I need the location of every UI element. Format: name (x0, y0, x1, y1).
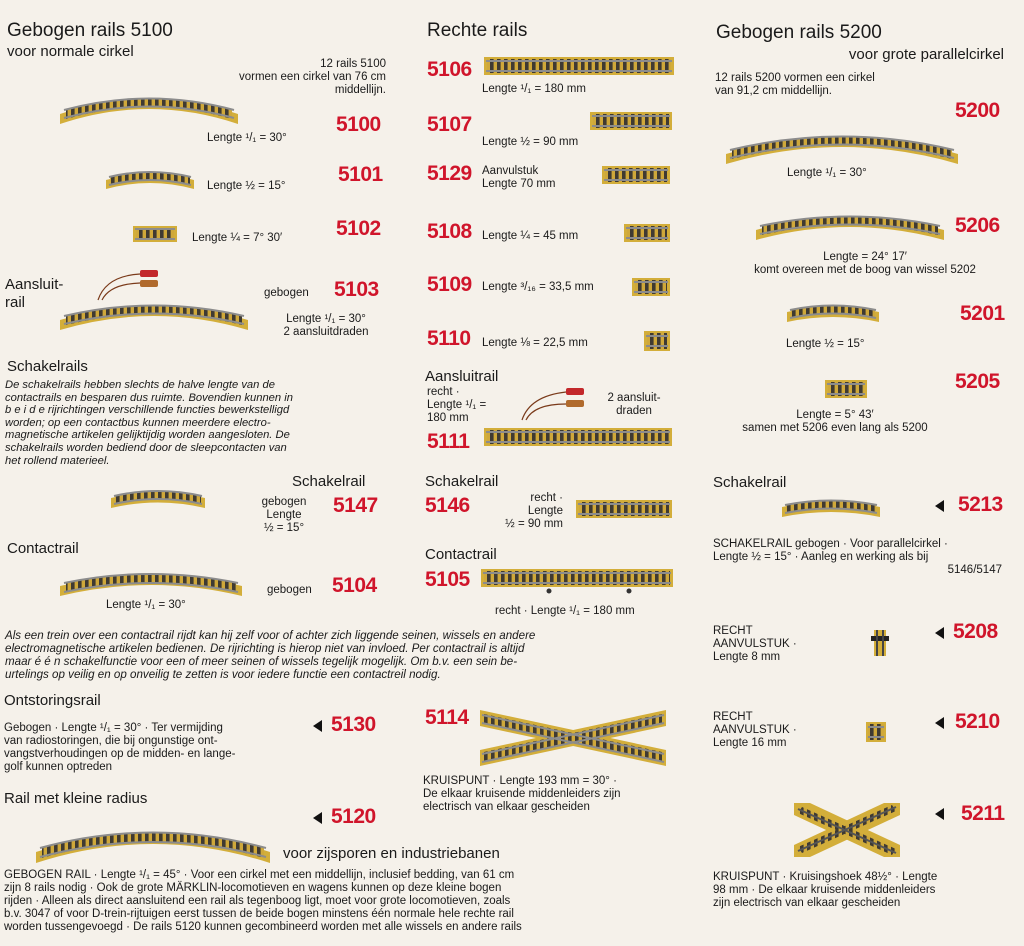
kleine-radius-desc: GEBOGEN RAIL · Lengte ¹/₁ = 45° · Voor een cirkel met een middellijn, inclusief bedding, van 61 cm zijn 8 rails nodig · Ook de grote MÄRKLIN-locomotieven en wagens kunnen op deze kleine bogen rijden · Alleen als direct aansluitend een rail als tegenboog ligt, moet voor grote locomotieven, zoals b.v. 3047 of voor D-trein-rijtuigen eerst tussen de beide bogen minstens één normale hele rechte rail worden tussengevoegd · De rails 5120 kunnen gecombineerd worden met alle wissels en andere rails (4, 869, 522, 933)
track-5129-image (600, 162, 672, 188)
track-5205-image (823, 376, 869, 402)
item-5101-number: 5101 (338, 163, 383, 186)
item-5211-desc: KRUISPUNT · Kruisingshoek 48½° · Lengte 98 mm · De elkaar kruisende middenleiders zijn electrisch van elkaar gescheiden (713, 871, 938, 909)
item-5105-desc: recht · Lengte ¹/₁ = 180 mm (495, 605, 635, 617)
contactrail-recht-heading: Contactrail (425, 546, 497, 563)
schakelrails-text: De schakelrails hebben slechts de halve lengte van de contactrails en besparen dus ruimte. Bovendien kunnen in b e i d e rijrichtingen verschillende functies bewerkstelligd worden; op een contactbus kunnen meerdere electro- magnetische artikelen gelijktijdig worden aangesloten. De schakelrails worden bediend door de sleepcontacten van het rollend materieel. (5, 379, 293, 467)
track-5103-image (56, 294, 252, 334)
item-5104-word: gebogen (267, 584, 312, 596)
item-5110-number: 5110 (427, 327, 471, 350)
item-5106-desc: Lengte ¹/₁ = 180 mm (482, 83, 586, 95)
ontstoringsrail-heading: Ontstoringsrail (4, 692, 101, 709)
item-5103-word: gebogen (264, 287, 309, 299)
track-5114-crossing-image (476, 702, 670, 770)
item-5210-number: 5210 (955, 710, 1000, 733)
track-5146-image (574, 496, 674, 522)
item-5147-number: 5147 (333, 494, 378, 517)
item-5107-desc: Lengte ½ = 90 mm (482, 136, 579, 148)
item-5104-desc: Lengte ¹/₁ = 30° (106, 599, 186, 611)
track-5105-image (479, 565, 675, 595)
item-5146-number: 5146 (425, 494, 470, 517)
item-5200-number: 5200 (955, 99, 1000, 122)
item-5108-desc: Lengte ¼ = 45 mm (482, 230, 579, 242)
item-5102-desc: Lengte ¼ = 7° 30′ (192, 232, 283, 244)
ontstoring-arrow-icon (313, 719, 322, 737)
kleine-arrow-icon (313, 811, 322, 829)
aansluitrail-gebogen-label: Aansluit- rail (5, 276, 64, 311)
item-5106-number: 5106 (427, 58, 472, 81)
col1-title: Gebogen rails 5100 (7, 20, 173, 41)
item-5130-number: 5130 (331, 713, 376, 736)
col3-circle-note: 12 rails 5200 vormen een cirkel van 91,2 cm middellijn. (715, 72, 875, 97)
item-5208-arrow-icon (935, 626, 944, 644)
item-5210-desc: RECHT AANVULSTUK · Lengte 16 mm (713, 711, 797, 749)
track-5108-image (622, 220, 672, 246)
col2-title: Rechte rails (427, 20, 528, 41)
item-5208-desc: RECHT AANVULSTUK · Lengte 8 mm (713, 625, 797, 663)
track-5206-image (752, 206, 948, 244)
schakelrail-parallel-heading: Schakelrail (713, 474, 787, 491)
track-5147-image (108, 484, 208, 512)
item-5213-desc: SCHAKELRAIL gebogen · Voor parallelcirkel · Lengte ½ = 15° · Aanleg en werking als bij 5146/5147 (713, 538, 1002, 576)
col1-subtitle: voor normale cirkel (7, 43, 134, 60)
item-5101-desc: Lengte ½ = 15° (207, 180, 286, 192)
track-5120-image (32, 822, 274, 866)
track-5102-image (131, 220, 179, 246)
track-5211-crossing-image (792, 799, 902, 861)
ontstoringsrail-desc: Gebogen · Lengte ¹/₁ = 30° · Ter vermijding van radiostoringen, die bij ongunstige ont- vangstverhoudingen op de midden- en lange- golf kunnen optreden (4, 722, 236, 773)
item-5210-arrow-icon (935, 716, 944, 734)
item-5120-number: 5120 (331, 805, 376, 828)
item-5108-number: 5108 (427, 220, 472, 243)
track-5200-image (722, 124, 962, 168)
item-5206-desc: Lengte = 24° 17′ komt overeen met de boog van wissel 5202 (754, 251, 976, 276)
item-5114-number: 5114 (425, 706, 469, 729)
track-5110-image (642, 327, 672, 355)
item-5201-desc: Lengte ½ = 15° (786, 338, 865, 350)
item-5103-number: 5103 (334, 278, 379, 301)
item-5211-number: 5211 (961, 802, 1005, 825)
track-5109-image (630, 274, 672, 300)
item-5107-number: 5107 (427, 113, 472, 136)
track-5213-image (779, 493, 883, 521)
item-5213-number: 5213 (958, 493, 1003, 516)
item-5110-desc: Lengte ⅛ = 22,5 mm (482, 337, 588, 349)
item-5111-number: 5111 (427, 430, 470, 453)
item-5205-number: 5205 (955, 370, 1000, 393)
item-5201-number: 5201 (960, 302, 1005, 325)
col3-title: Gebogen rails 5200 (716, 22, 882, 43)
item-5129-desc: Aanvulstuk Lengte 70 mm (482, 165, 556, 190)
track-5100-image (56, 88, 242, 128)
contactrail-text: Als een trein over een contactrail rijdt kan hij zelf voor of achter zich liggende seinen, wissels en andere electromagnetische artikelen bedienen. De rijrichting is hierop niet van invloed. Per contactrail is altijd maar é é n schakelfunctie voor een of meer seinen of wissels tegelijk mogelijk. Om b.v. een sein be- urtelings op veilig en op onveilig te zetten is voor iedere functie een contactreil nodig. (5, 629, 536, 681)
track-5101-image (103, 164, 197, 192)
kleine-radius-side: voor zijsporen en industriebanen (283, 845, 500, 862)
kleine-radius-heading: Rail met kleine radius (4, 790, 148, 807)
item-5105-number: 5105 (425, 568, 470, 591)
track-5210-image (862, 718, 890, 746)
item-5200-desc: Lengte ¹/₁ = 30° (787, 167, 867, 179)
contactrail-gebogen-heading: Contactrail (7, 540, 79, 557)
item-5129-number: 5129 (427, 162, 472, 185)
col1-circle-note: 12 rails 5100 vormen een cirkel van 76 cm middellijn. (238, 58, 386, 96)
item-5104-number: 5104 (332, 574, 377, 597)
item-5147-desc: gebogen Lengte ½ = 15° (261, 496, 307, 534)
item-5100-desc: Lengte ¹/₁ = 30° (207, 132, 287, 144)
track-5104-image (56, 566, 246, 602)
col3-subtitle: voor grote parallelcirkel (848, 46, 1004, 63)
item-5213-arrow-icon (935, 499, 944, 517)
schakelrail-recht-heading: Schakelrail (425, 473, 499, 490)
aansluitrail-recht-heading: Aansluitrail (425, 368, 499, 385)
item-5208-number: 5208 (953, 620, 998, 643)
track-5208-image (868, 626, 892, 660)
schakelrails-heading: Schakelrails (7, 358, 88, 375)
item-5205-desc: Lengte = 5° 43′ samen met 5206 even lang als 5200 (742, 409, 928, 434)
item-5102-number: 5102 (336, 217, 381, 240)
item-5109-desc: Lengte ³/₁₆ = 33,5 mm (482, 281, 594, 293)
track-5106-image (482, 53, 676, 79)
item-5103-desc: Lengte ¹/₁ = 30° 2 aansluitdraden (283, 313, 369, 338)
item-5100-number: 5100 (336, 113, 381, 136)
schakelrail-5147-heading: Schakelrail (292, 473, 366, 490)
connector-wires-icon (520, 386, 590, 422)
track-5107-image (588, 108, 674, 134)
item-5211-arrow-icon (935, 807, 944, 825)
item-5114-desc: KRUISPUNT · Lengte 193 mm = 30° · De elkaar kruisende middenleiders zijn electrisch van elkaar gescheiden (423, 775, 621, 813)
track-5201-image (784, 298, 882, 326)
track-5111-image (482, 424, 674, 450)
item-5111-desc: recht · Lengte ¹/₁ = 180 mm (427, 386, 487, 424)
item-5206-number: 5206 (955, 214, 1000, 237)
item-5109-number: 5109 (427, 273, 472, 296)
item-5146-desc: recht · Lengte ½ = 90 mm (505, 492, 563, 530)
item-5111-wires: 2 aansluit- draden (607, 392, 661, 417)
